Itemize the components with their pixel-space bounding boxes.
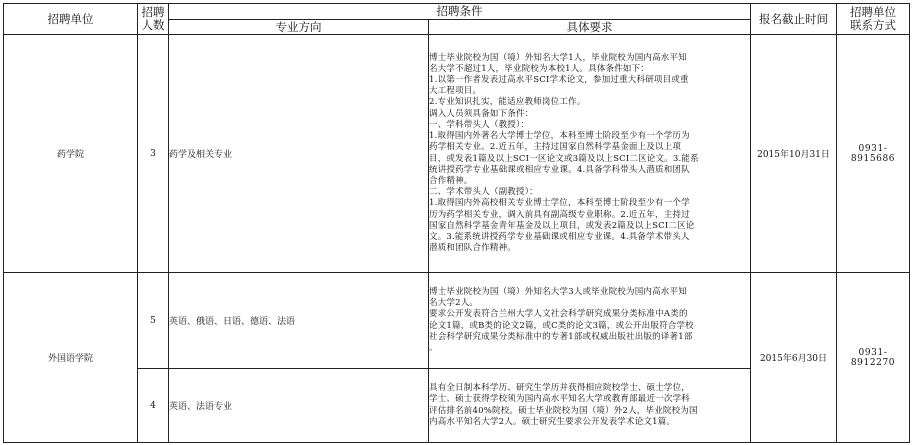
header-conditions: 招聘条件 [169, 4, 751, 20]
requirements-cell: 博士毕业院校为国（境）外知名大学3人或毕业院校为国内高水平知 名大学2人。 要求公开发表符合兰州大学人文社会科学研究成果分类标准中A类的 论文1篇，或B类的论文2篇，或C类的论文3篇，或公开出版符合学校 社会科学研究成果分类标准中的专著1部或权威出版社出版的译著1部 。 [429, 273, 751, 369]
major-cell: 药学及相关专业 [169, 35, 429, 273]
deadline-cell: 2015年6月30日 [751, 273, 837, 443]
count-cell: 4 [138, 369, 169, 443]
header-contact-line2: 联系方式 [850, 18, 896, 32]
table-row [4, 35, 910, 273]
header-count-line1: 招聘 [141, 5, 165, 19]
header-count [138, 4, 169, 35]
header-deadline: 报名截止时间 [751, 4, 837, 35]
header-contact [837, 4, 910, 35]
header-count-line2: 人数 [141, 18, 165, 32]
deadline-cell: 2015年10月31日 [751, 35, 837, 273]
header-unit: 招聘单位 [4, 4, 138, 35]
contact-cell: 0931-8912270 [837, 273, 910, 443]
header-requirements: 具体要求 [429, 20, 751, 35]
major-cell: 英语、法语专业 [169, 369, 429, 443]
count-cell: 3 [138, 35, 169, 273]
contact-cell: 0931-8915686 [837, 35, 910, 273]
unit-cell: 药学院 [4, 35, 138, 273]
table-row [4, 273, 910, 369]
header-contact-line1: 招聘单位 [850, 5, 896, 19]
unit-cell: 外国语学院 [4, 273, 138, 443]
recruitment-table [3, 3, 910, 443]
requirements-cell: 博士毕业院校为国（境）外知名大学1人，毕业院校为国内高水平知 名大学不超过1人，毕业院校为本校1人。具体条件如下： 1.以第一作者发表过高水平SCI学术论文，参加过重大科研项目或重 大工程项目。 2.专业知识扎实，能适应教师岗位工作。 调入人员须具备如下条件： 一、学科带头人（教授）： 1.取得国内外著名大学博士学位，本科至博士阶段至少有一个学历为 药学相关专业。2.近五年，主持过国家自然科学基金面上及以上项 目，或发表1篇及以上SCI一区论文或3篇及以上SCI二区论文。3.能系 统讲授药学专业基础课或相应专业课。4.具备学科带头人潜质和团队 合作精神。 二、学术带头人（副教授）： 1.取得国内外高校相关专业博士学位，本科至博士阶段至少有一个学 历为药学相关专业，调入前具有副高级专业职称。2.近五年，主持过 国家自然科学基金青年基金及以上项目，或发表2篇及以上SCI二区论 文。3.能系统讲授药学专业基础课或相应专业课。4.具备学术带头人 潜质和团队合作精神。 [429, 35, 751, 273]
major-cell: 英语、俄语、日语、德语、法语 [169, 273, 429, 369]
header-major: 专业方向 [169, 20, 429, 35]
count-cell: 5 [138, 273, 169, 369]
requirements-cell: 具有全日制本科学历、研究生学历并获得相应院校学士、硕士学位， 学士、硕士获得学校须为国内高水平知名大学或教育部最近一次学科 评估排名前40%院校。硕士毕业院校为国（境）外2人，毕业院校为国 内高水平知名大学2人。硕士研究生要求公开发表学术论文1篇。 [429, 369, 751, 443]
